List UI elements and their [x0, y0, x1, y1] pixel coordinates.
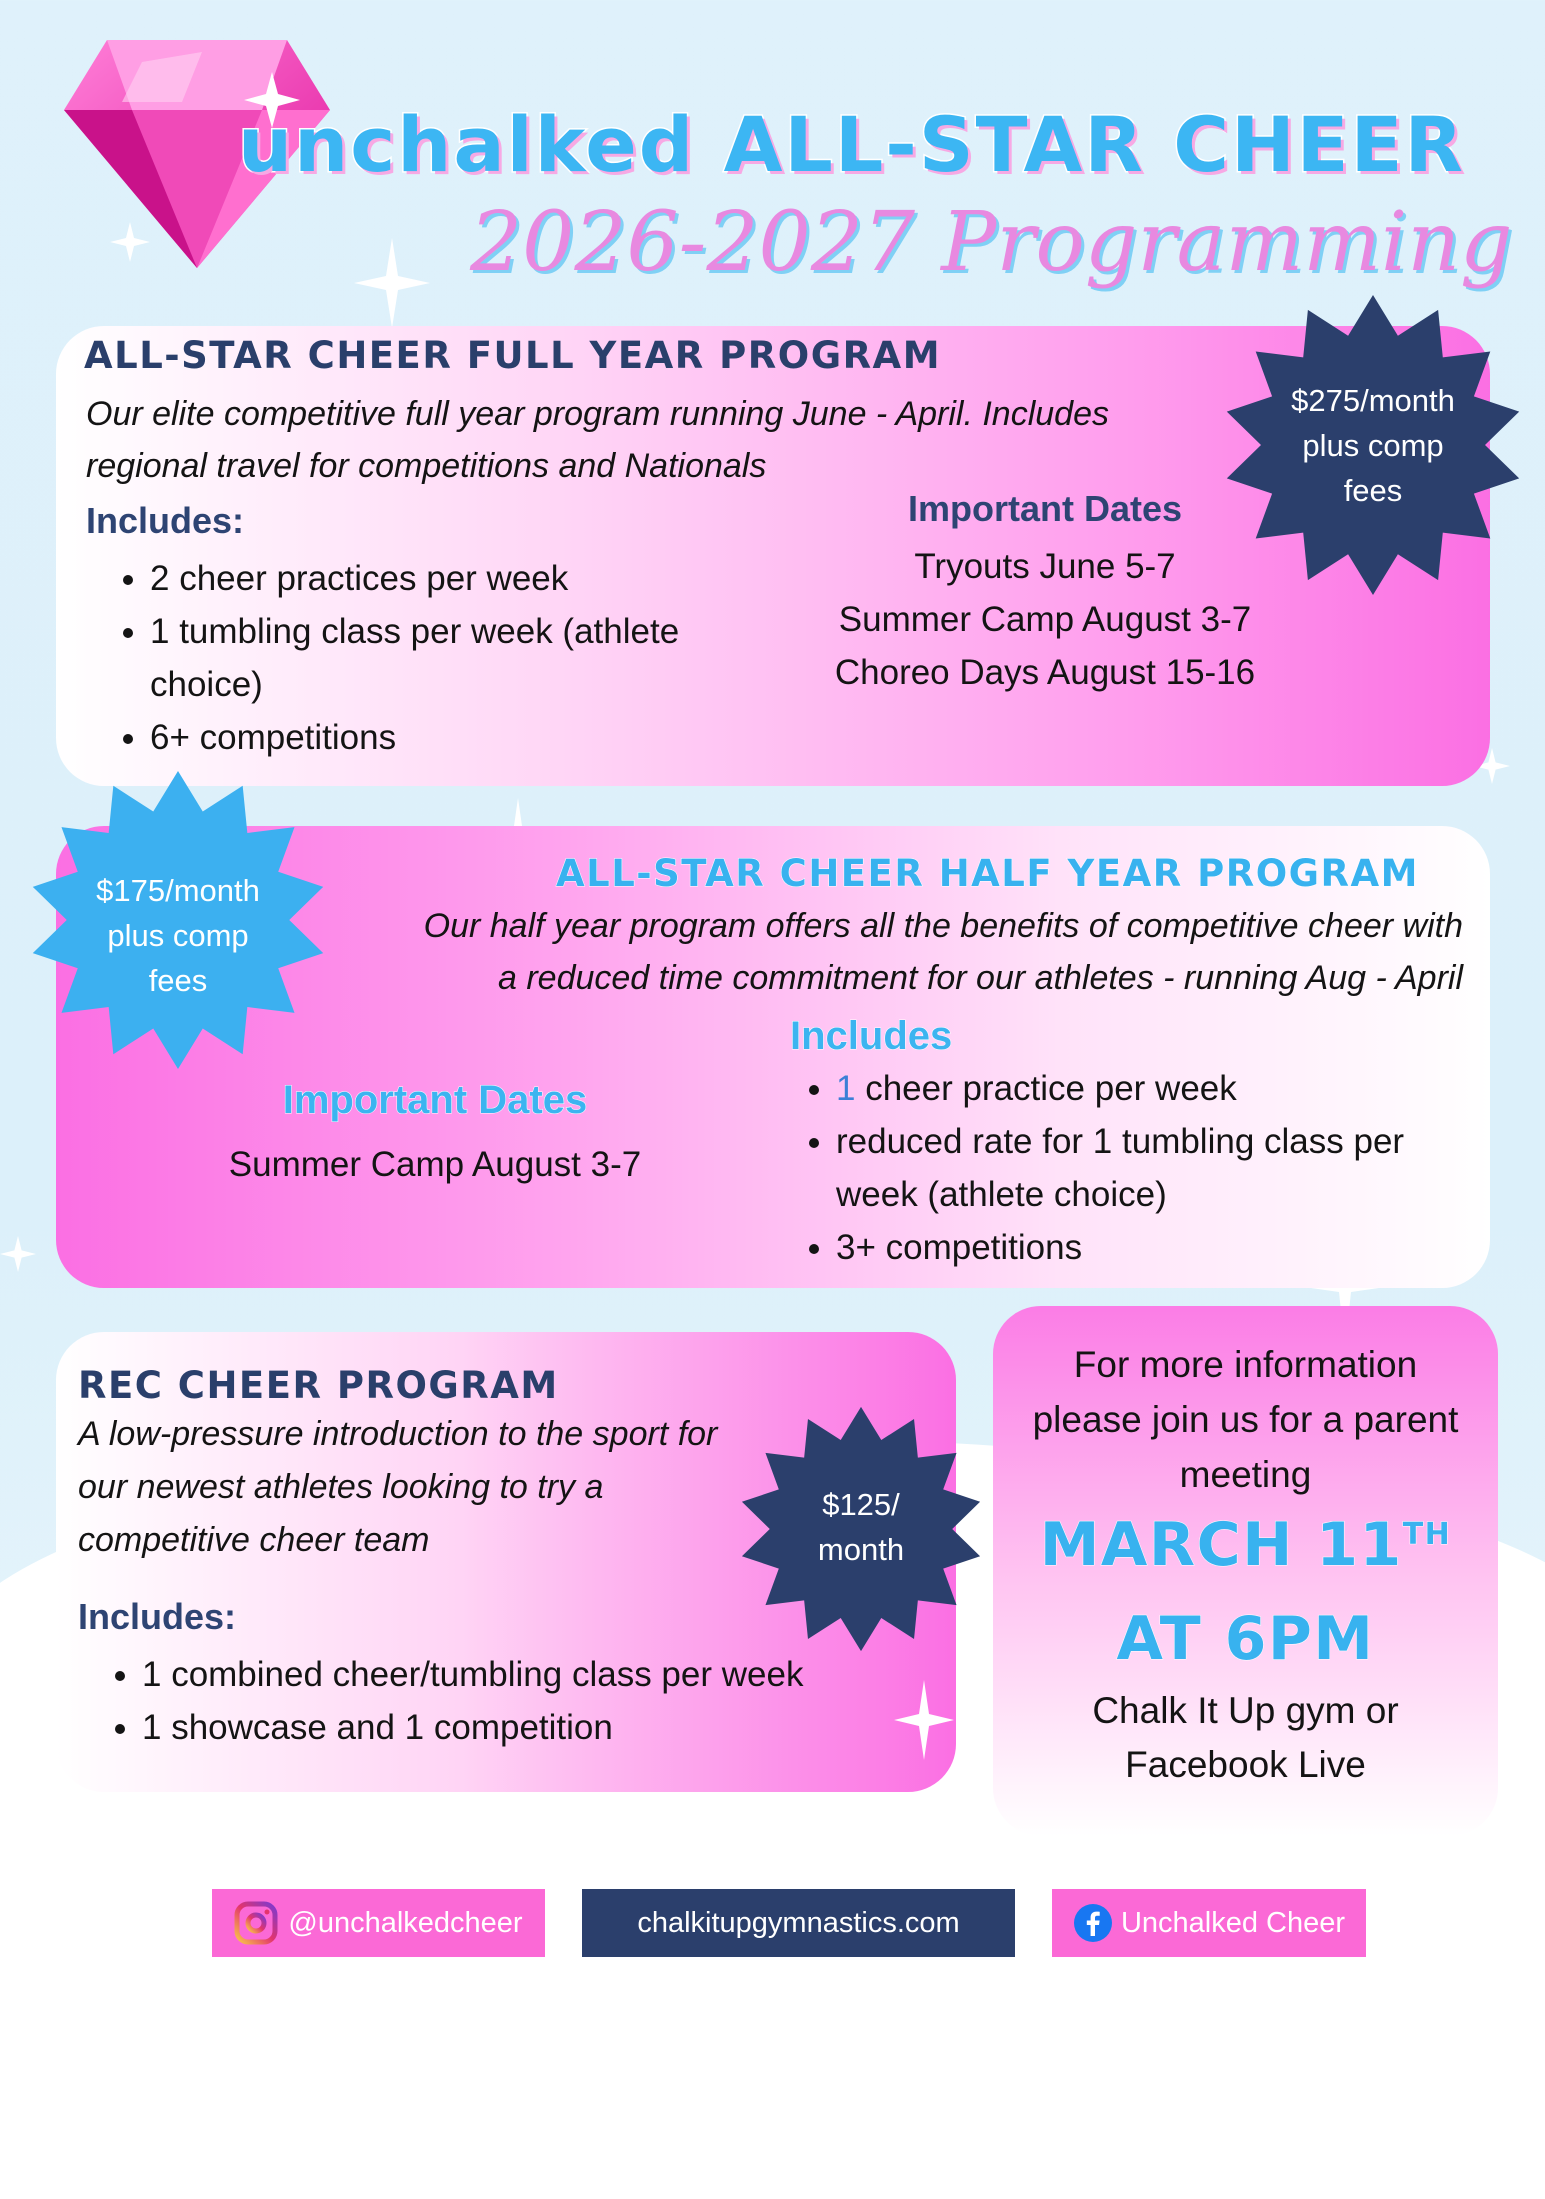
list-item-number: 1 — [836, 1069, 856, 1108]
price-line: $125/ — [822, 1487, 900, 1522]
price-line: fees — [1343, 473, 1403, 508]
full-year-date: Summer Camp August 3-7 — [838, 600, 1252, 639]
full-year-description-2: regional travel for competitions and Nationals — [86, 447, 767, 485]
meeting-date-suffix: TH — [1402, 1517, 1452, 1552]
sparkle-icon — [894, 1680, 954, 1760]
list-item: • 1 tumbling class per week (athlete choice) — [150, 605, 766, 711]
half-year-price — [28, 868, 328, 1003]
meeting-date-main: MARCH 11 — [1039, 1510, 1403, 1580]
half-year-includes-list — [772, 1062, 1462, 1274]
half-year-date: Summer Camp August 3-7 — [228, 1145, 642, 1184]
list-item: • 2 cheer practices per week — [150, 552, 766, 605]
sparkle-icon — [110, 222, 150, 262]
half-year-heading: ALL-STAR CHEER HALF YEAR PROGRAM — [556, 852, 1419, 895]
price-line: $175/month — [96, 873, 260, 908]
facebook-name: Unchalked Cheer — [1120, 1906, 1346, 1939]
half-year-description-1: Our half year program offers all the benefits of competitive cheer with — [423, 907, 1463, 945]
website-url: chalkitupgymnastics.com — [637, 1906, 960, 1939]
price-line: $275/month — [1291, 383, 1455, 418]
price-line: plus comp — [107, 918, 249, 953]
full-year-description-1: Our elite competitive full year program running June - April. Includes — [86, 395, 1109, 433]
full-year-date: Tryouts June 5-7 — [914, 547, 1176, 586]
page-subtitle: 2026-2027 Programming — [470, 195, 1513, 290]
meeting-time: AT 6PM — [1116, 1604, 1375, 1674]
price-line: fees — [148, 963, 208, 998]
half-year-dates-label: Important Dates — [282, 1078, 588, 1122]
list-item: • 1 showcase and 1 competition — [142, 1701, 938, 1754]
facebook-link[interactable] — [1052, 1889, 1366, 1957]
list-item: • 3+ competitions — [836, 1221, 1462, 1274]
half-year-includes-label: Includes — [790, 1014, 953, 1058]
instagram-link[interactable] — [212, 1889, 545, 1957]
page-title: unchalked ALL-STAR CHEER — [238, 100, 1466, 189]
meeting-location-2: Facebook Live — [1125, 1744, 1366, 1785]
list-item: • 1 combined cheer/tumbling class per week — [142, 1648, 938, 1701]
rec-heading: REC CHEER PROGRAM — [78, 1364, 559, 1407]
full-year-dates-label: Important Dates — [907, 488, 1183, 529]
instagram-icon — [234, 1901, 278, 1945]
meeting-line-3: meeting — [1179, 1454, 1312, 1495]
rec-includes-list — [78, 1648, 938, 1754]
list-item: • reduced rate for 1 tumbling class per week (athlete choice) — [836, 1115, 1462, 1221]
rec-includes-label: Includes: — [78, 1596, 237, 1637]
price-line: plus comp — [1302, 428, 1444, 463]
rec-description-2: our newest athletes looking to try a — [78, 1468, 604, 1506]
price-line: month — [817, 1532, 905, 1567]
meeting-line-1: For more information — [1073, 1344, 1418, 1385]
full-year-includes-label: Includes: — [86, 500, 245, 541]
meeting-date — [993, 1510, 1498, 1580]
full-year-includes-list — [86, 552, 766, 764]
sparkle-icon — [0, 1236, 36, 1272]
list-item: • 6+ competitions — [150, 711, 766, 764]
list-item — [836, 1062, 1462, 1115]
sparkle-icon — [354, 238, 430, 328]
full-year-heading: ALL-STAR CHEER FULL YEAR PROGRAM — [84, 334, 942, 377]
half-year-description-2: a reduced time commitment for our athletes - running Aug - April — [497, 959, 1463, 997]
rec-description-1: A low-pressure introduction to the sport for — [78, 1415, 718, 1453]
instagram-handle: @unchalkedcheer — [288, 1906, 523, 1939]
list-item-text: cheer practice per week — [855, 1069, 1237, 1108]
rec-price — [738, 1482, 984, 1572]
meeting-location-1: Chalk It Up gym or — [1092, 1690, 1399, 1731]
rec-description-3: competitive cheer team — [78, 1521, 430, 1559]
full-year-price — [1222, 378, 1524, 513]
website-link[interactable] — [582, 1889, 1015, 1957]
full-year-date: Choreo Days August 15-16 — [834, 653, 1256, 692]
facebook-icon — [1073, 1903, 1113, 1943]
meeting-line-2: please join us for a parent — [1032, 1399, 1459, 1440]
